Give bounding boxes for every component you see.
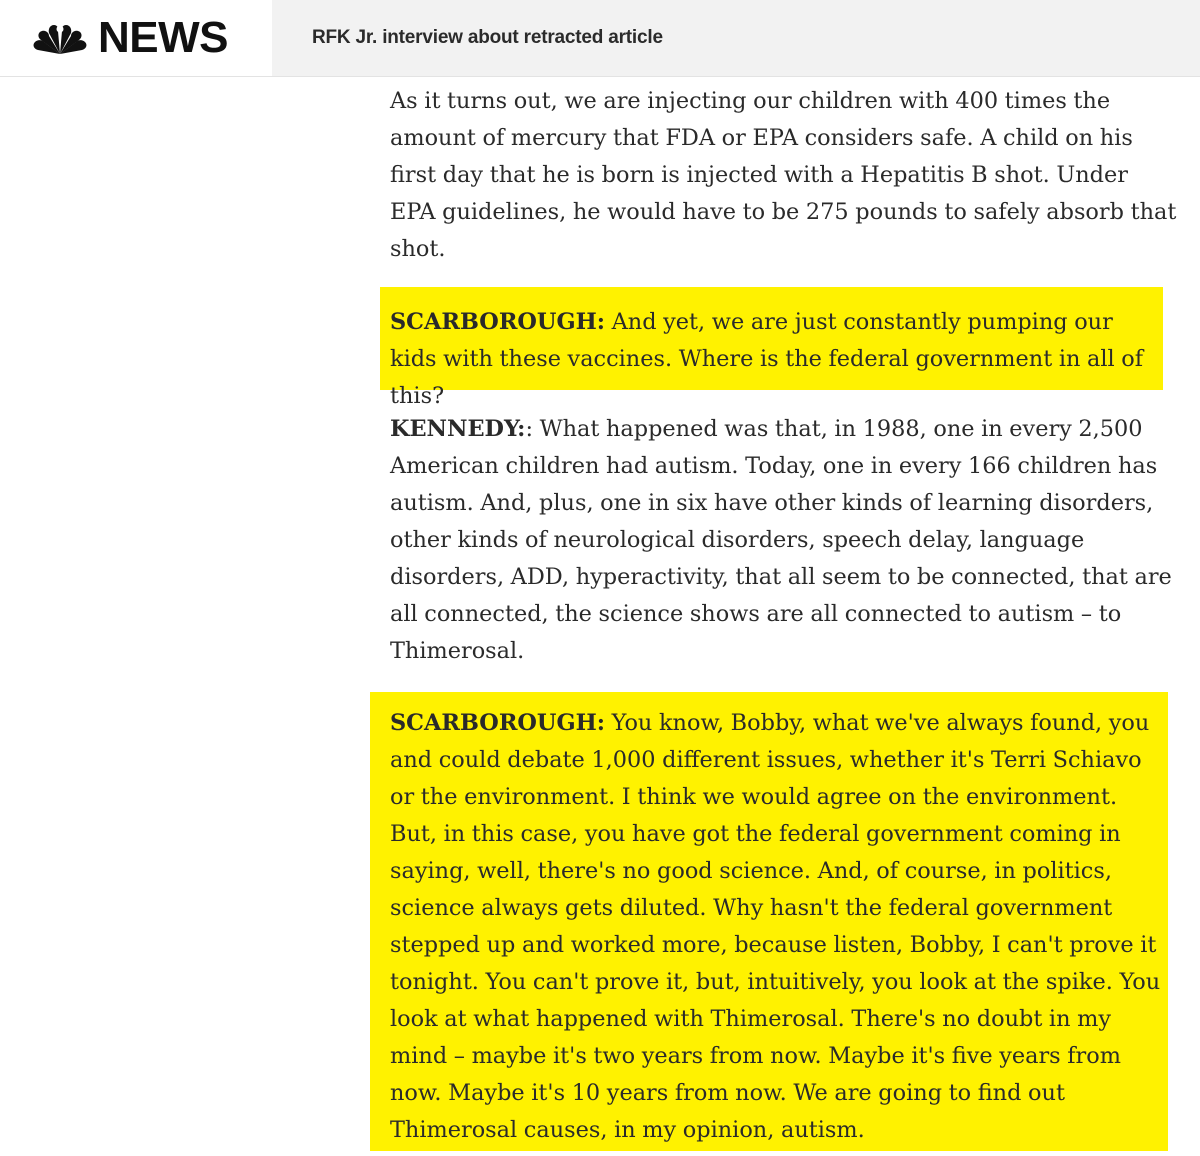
paragraph-1	[390, 83, 1180, 268]
brand-logo-link[interactable]	[0, 0, 272, 76]
brand-name: NEWS	[98, 13, 228, 62]
headline-bar	[272, 0, 1200, 76]
paragraph-text: You know, Bobby, what we've always found, you and could debate 1,000 different issues, whether it's Terri Schiavo or the environment. I think we would agree on the environment. But, in this case, you have got the federal government coming in saying, well, there's no good science. And, of course, in politics, science always gets diluted. Why hasn't the federal government stepped up and worked more, because listen, Bobby, I can't prove it tonight. You can't prove it, but, intuitively, you look at the spike. You look at what happened with Thimerosal. There's no doubt in my mind – maybe it's two years from now. Maybe it's five years from now. Maybe it's 10 years from now. We are going to find out Thimerosal causes, in my opinion, autism.	[390, 710, 1161, 1143]
paragraph-4	[390, 705, 1166, 1149]
paragraph-text: : What happened was that, in 1988, one in every 2,500 American children had autism. Today, one in every 166 children has autism. And, plus, one in six have other kinds of learning disorders, other kinds of neurological disorders, speech delay, language disorders, ADD, hyperactivity, that all seem to be connected, that are all connected, the science shows are all connected to autism – to Thimerosal.	[390, 416, 1172, 664]
speaker-label: SCARBOROUGH:	[390, 309, 605, 335]
paragraph-text: And yet, we are just constantly pumping our kids with these vaccines. Where is the federal government in all of this?	[390, 309, 1144, 409]
paragraph-text: As it turns out, we are injecting our children with 400 times the amount of mercury that FDA or EPA considers safe. A child on his first day that he is born is injected with a Hepatitis B shot. Under EPA guidelines, he would have to be 275 pounds to safely absorb that shot.	[390, 88, 1177, 262]
speaker-label: SCARBOROUGH:	[390, 710, 605, 736]
peacock-icon	[32, 20, 88, 56]
article-headline[interactable]: RFK Jr. interview about retracted article	[312, 27, 663, 48]
highlighted-quote-1	[380, 287, 1163, 409]
highlighted-quote-2	[370, 692, 1168, 1151]
paragraph-2	[390, 304, 1160, 415]
paragraph-3	[390, 411, 1180, 670]
site-header	[0, 0, 1200, 77]
speaker-label: KENNEDY:	[390, 416, 526, 442]
